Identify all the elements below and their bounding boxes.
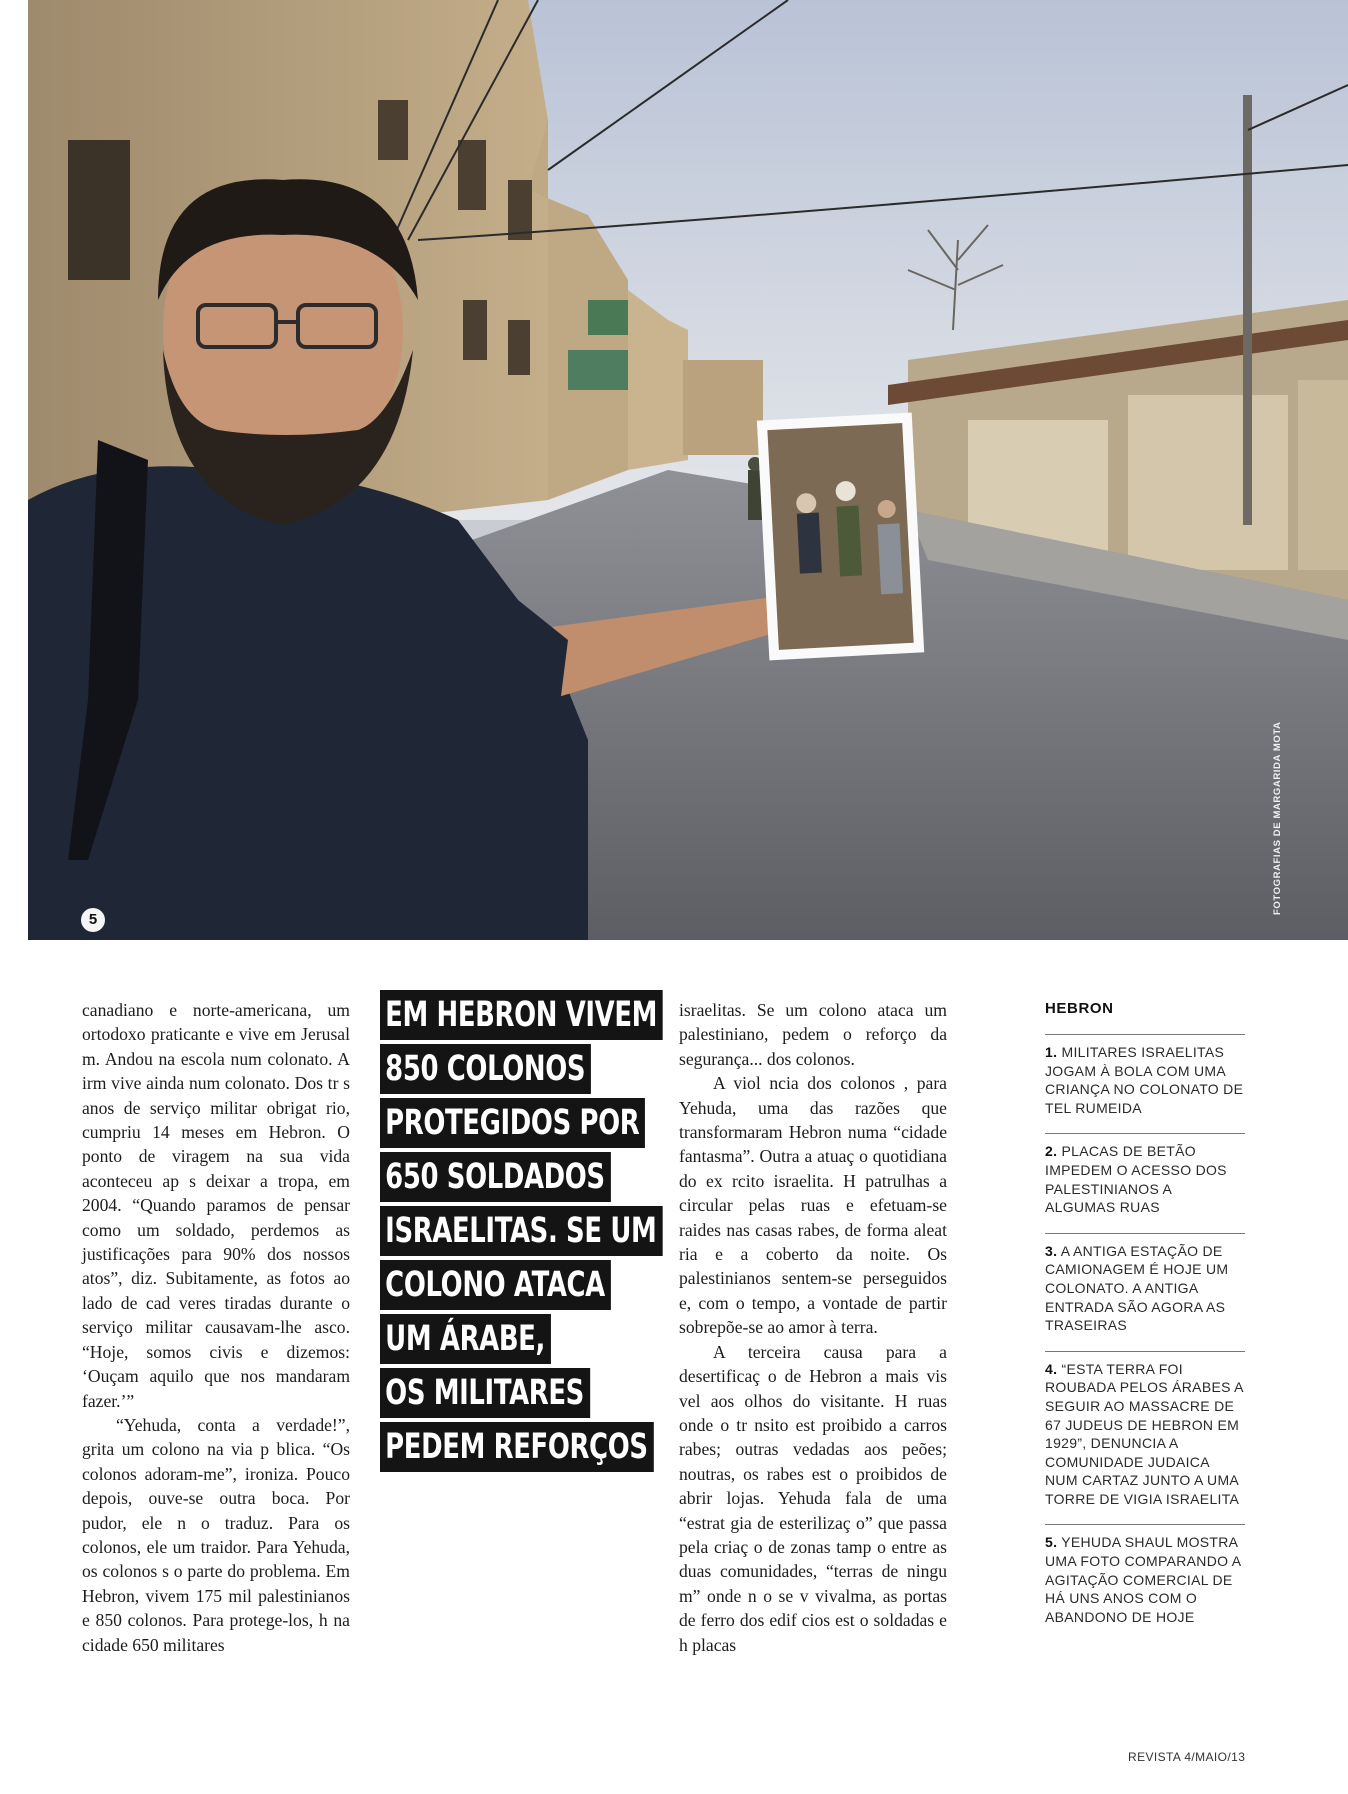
caption-number: 3. — [1045, 1242, 1058, 1259]
caption-text: “ESTA TERRA FOI ROUBADA PELOS ÁRABES A SEGUIR AO MASSACRE DE 67 JUDEUS DE HEBRON EM 1929”, DENUNCIA A COMUNIDADE JUDAICA NUM CARTAZ JUNTO A UMA TORRE DE VIGIA ISRAELITA — [1045, 1360, 1244, 1507]
hebron-street-illustration — [28, 0, 1348, 940]
caption-item — [1045, 1351, 1245, 1509]
photo-number-badge: 5 — [81, 908, 105, 932]
article-paragraph: canadiano e norte-americana, um ortodoxo praticante e vive em Jerusal m. Andou na escola num colonato. A irm vive ainda num colonato. Dos tr s anos de serviço militar obrigat rio, cumpriu 14 meses em Hebron. O ponto de viragem na sua vida aconteceu ap s deixar a tropa, em 2004. “Quando paramos de pensar como um soldado, perdemos as justificações para 90% dos nossos atos”, diz. Subitamente, as fotos ao lado de cad veres tiradas durante o serviço militar causavam-lhe asco. “Hoje, somos civis e dizemos: ‘Ouçam aquilo que nos mandaram fazer.’” — [82, 1000, 350, 1411]
pull-quote-line: EM HEBRON VIVEM — [380, 990, 663, 1040]
caption-number: 2. — [1045, 1143, 1058, 1160]
caption-item — [1045, 1233, 1245, 1335]
pull-quote-line: UM ÁRABE, — [380, 1314, 551, 1364]
caption-item — [1045, 1133, 1245, 1216]
caption-item — [1045, 1034, 1245, 1117]
article-paragraph: A terceira causa para a desertificaç o de Hebron a mais vis vel aos olhos do visitante. H ruas onde o tr nsito est proibido a carros rabes; outras vedadas aos peões; noutras, os rabes est o proibidos de abrir lojas. Yehuda fala de uma “estrat gia de esterilizaç o” que passa pela criaç o de zonas tamp o entre as duas comunidades, “terras de ningu m” onde n o se v vivalma, as portas de ferro dos edif cios est o soldadas e h placas — [679, 1341, 947, 1655]
hero-photo — [28, 0, 1348, 940]
caption-text: A ANTIGA ESTAÇÃO DE CAMIONAGEM É HOJE UM COLONATO. A ANTIGA ENTRADA SÃO AGORA AS TRASEIRAS — [1045, 1242, 1229, 1334]
caption-text: MILITARES ISRAELITAS JOGAM À BOLA COM UMA CRIANÇA NO COLONATO DE TEL RUMEIDA — [1045, 1044, 1244, 1116]
caption-number: 4. — [1045, 1360, 1058, 1377]
pull-quote-line: 850 COLONOS — [380, 1044, 591, 1094]
pull-quote — [380, 990, 658, 1476]
caption-text: YEHUDA SHAUL MOSTRA UMA FOTO COMPARANDO A AGITAÇÃO COMERCIAL DE HÁ UNS ANOS COM O ABANDONO DE HOJE — [1045, 1534, 1241, 1625]
caption-number: 1. — [1045, 1044, 1058, 1060]
photo-captions — [1045, 1000, 1245, 1642]
pull-quote-line: PROTEGIDOS POR — [380, 1098, 645, 1148]
pull-quote-line: 650 SOLDADOS — [380, 1152, 611, 1202]
photo-credit: FOTOGRAFIAS DE MARGARIDA MOTA — [1272, 721, 1283, 915]
page-footer: REVISTA 4/MAIO/13 — [1128, 1750, 1246, 1764]
caption-number: 5. — [1045, 1534, 1058, 1551]
article-paragraph: “Yehuda, conta a verdade!”, grita um colono na via p blica. “Os colonos adoram-me”, ironiza. Pouco depois, ouve-se outra boca. Por pudor, ele n o traduz. Para os colonos, ele um traidor. Para Yehuda, os colonos s o parte do problema. Em Hebron, vivem 175 mil palestinianos e 850 colonos. Para protege-los, h na cidade 650 militares — [82, 1414, 350, 1655]
article-column-left — [82, 998, 350, 1657]
pull-quote-line: COLONO ATACA — [380, 1260, 611, 1310]
pull-quote-line: ISRAELITAS. SE UM — [380, 1206, 662, 1256]
captions-title: HEBRON — [1045, 1000, 1114, 1017]
article-paragraph: israelitas. Se um colono ataca um palestiniano, pedem o reforço da segurança... dos colonos. — [679, 1000, 947, 1069]
article-paragraph: A viol ncia dos colonos , para Yehuda, uma das razões que transformaram Hebron numa “cidade fantasma”. Outra a atuaç o quotidiana do ex rcito israelita. H patrulhas a circular pelas ruas e efetuam-se raides nas casas rabes, de forma aleat ria e a coberto da noite. Os palestinianos sentem-se perseguidos e, com o tempo, a vontade de partir sobrepõe-se ao amor à terra. — [679, 1073, 947, 1338]
article-column-right — [679, 998, 947, 1657]
caption-item — [1045, 1524, 1245, 1626]
pull-quote-line: PEDEM REFORÇOS — [380, 1422, 654, 1472]
caption-text: PLACAS DE BETÃO IMPEDEM O ACESSO DOS PALESTINIANOS A ALGUMAS RUAS — [1045, 1143, 1227, 1216]
pull-quote-line: OS MILITARES — [380, 1368, 590, 1418]
